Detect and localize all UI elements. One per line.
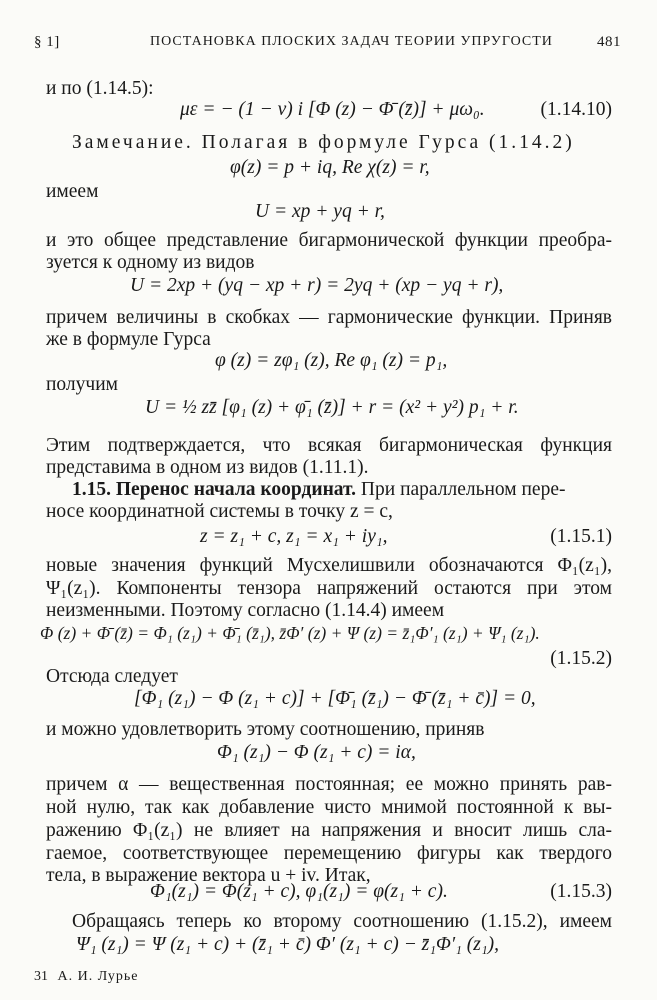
equation-number: (1.14.10) — [540, 99, 612, 120]
equation: με = − (1 − ν) i [Φ (z) − Φ̄ (z̄)] + μω₀. — [180, 99, 485, 120]
footer — [34, 969, 138, 985]
text-line: же в формуле Гурса — [46, 329, 211, 350]
text-line: Замечание. Полагая в формуле Гурса (1.14.2) — [72, 132, 575, 153]
text-line: имеем — [46, 181, 99, 202]
text-line: и это общее представление бигармонической функции преобра- — [46, 230, 612, 251]
equation: U = xp + yq + r, — [255, 201, 385, 222]
text-line: причем величины в скобках — гармонические функции. Приняв — [46, 307, 612, 328]
equation: U = ½ zz̄ [φ₁ (z) + φ̄₁ (z̄)] + r = (x² + y²) p₁ + r. — [145, 397, 519, 418]
equation: φ (z) = zφ₁ (z), Re φ₁ (z) = p₁, — [215, 350, 448, 371]
text-line: представима в одном из видов (1.11.1). — [46, 457, 369, 478]
text-line: тела, в выражение вектора u + iv. Итак, — [46, 865, 371, 886]
equation-number: (1.15.1) — [550, 526, 612, 547]
text-line: новые значения функций Мусхелишвили обозначаются Φ₁(z₁), — [46, 555, 612, 576]
text-line: гаемое, соответствующее перемещению фигуры как твердого — [46, 843, 612, 864]
page-number: 481 — [597, 34, 621, 50]
equation: U = 2xp + (yq − xp + r) = 2yq + (xp − yq + r), — [130, 275, 504, 296]
signature-mark: 31 — [34, 969, 48, 984]
section-heading-line — [72, 478, 566, 502]
text-line: и по (1.14.5): — [46, 78, 154, 99]
equation: Φ₁ (z₁) − Φ (z₁ + c) = iα, — [217, 742, 416, 763]
text-line: Этим подтверждается, что всякая бигармоническая функция — [46, 435, 612, 456]
text-line: ной нулю, так как добавление чисто мнимой постоянной к вы- — [46, 797, 612, 818]
text-line: Ψ₁(z₁). Компоненты тензора напряжений остаются при этом — [46, 578, 612, 599]
text-line: получим — [46, 374, 118, 395]
equation: φ(z) = p + iq, Re χ(z) = r, — [230, 157, 430, 178]
text-line: и можно удовлетворить этому соотношению, приняв — [46, 719, 485, 740]
text-line: причем α — вещественная постоянная; ее можно принять рав- — [46, 774, 612, 795]
text-line: ражению Φ₁(z₁) не влияет на напряжения и вносит лишь сла- — [46, 820, 612, 841]
text-line: Отсюда следует — [46, 666, 178, 687]
text-line: неизменными. Поэтому согласно (1.14.4) имеем — [46, 600, 445, 621]
section-marker: § 1] — [34, 34, 60, 50]
text-line: Обращаясь теперь ко второму соотношению (1.15.2), имеем — [72, 911, 612, 932]
equation-number: (1.15.3) — [550, 881, 612, 902]
equation: [Φ₁ (z₁) − Φ (z₁ + c)] + [Φ̄₁ (z̄₁) − Φ̄ (z̄₁ + c̄)] = 0, — [134, 688, 536, 709]
text-line: носе координатной системы в точку z = c, — [46, 501, 393, 522]
equation: z = z₁ + c, z₁ = x₁ + iy₁, — [200, 526, 388, 547]
equation: Φ (z) + Φ̄ (z̄) = Φ₁ (z₁) + Φ̄₁ (z̄₁), z̄Φ′ (z) + Ψ (z) = z̄₁Φ′₁ (z₁) + Ψ₁ (z₁). — [40, 623, 540, 643]
running-title: ПОСТАНОВКА ПЛОСКИХ ЗАДАЧ ТЕОРИИ УПРУГОСТИ — [150, 34, 553, 49]
text-fragment: При параллельном пере- — [360, 479, 566, 500]
author-name: А. И. Лурье — [57, 969, 139, 984]
section-heading: 1.15. Перенос начала координат. — [72, 479, 357, 500]
equation: Ψ₁ (z₁) = Ψ (z₁ + c) + (z̄₁ + c̄) Φ′ (z₁ + c) − z̄₁Φ′₁ (z₁), — [76, 934, 500, 955]
equation-number: (1.15.2) — [550, 648, 612, 669]
text-line: зуется к одному из видов — [46, 252, 255, 273]
equation: Φ₁(z₁) = Φ(z₁ + c), φ₁(z₁) = φ(z₁ + c). — [150, 881, 448, 902]
